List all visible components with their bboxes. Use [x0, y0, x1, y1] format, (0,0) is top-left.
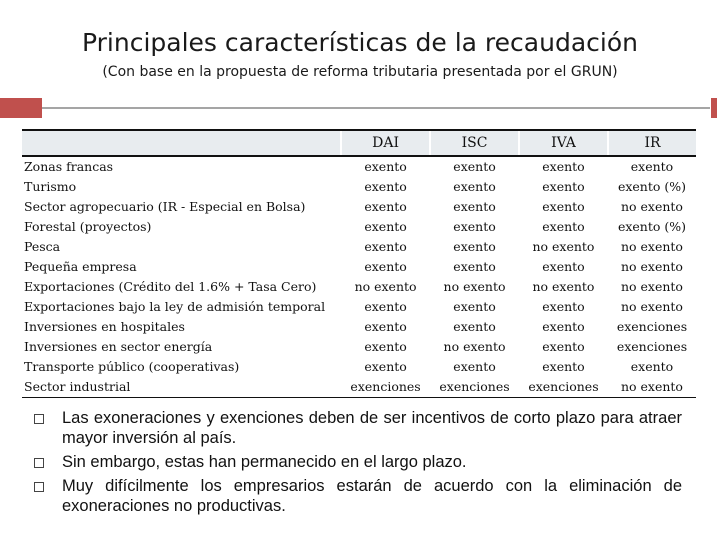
table-row: [22, 197, 696, 217]
cell-dai: exento: [364, 199, 407, 214]
cell-ir: no exento: [620, 199, 683, 214]
table-row: [22, 217, 696, 237]
table-row: [22, 337, 696, 357]
cell-dai: exento: [364, 259, 407, 274]
table-row: [22, 257, 696, 277]
cell-isc: exento: [453, 219, 496, 234]
cell-isc: exento: [453, 319, 496, 334]
row-sector: Exportaciones (Crédito del 1.6% + Tasa Cero): [24, 279, 317, 294]
square-bullet-icon: [34, 458, 44, 468]
divider-line: [42, 107, 710, 109]
accent-block: [0, 98, 42, 118]
cell-isc: exento: [453, 159, 496, 174]
cell-isc: no exento: [443, 339, 506, 354]
cell-ir: exenciones: [616, 319, 688, 334]
cell-iva: no exento: [532, 239, 595, 254]
row-sector: Exportaciones bajo la ley de admisión temporal: [24, 299, 326, 314]
cell-iva: exento: [542, 199, 585, 214]
table-row: [22, 357, 696, 377]
page-title: Principales características de la recaudación: [82, 28, 638, 57]
cell-iva: exento: [542, 299, 585, 314]
cell-dai: exento: [364, 219, 407, 234]
row-sector: Zonas francas: [24, 159, 114, 174]
cell-dai: exento: [364, 339, 407, 354]
row-sector: Inversiones en hospitales: [24, 319, 185, 334]
cell-isc: exento: [453, 239, 496, 254]
cell-isc: no exento: [443, 279, 506, 294]
square-bullet-icon: [34, 414, 44, 424]
cell-dai: no exento: [354, 279, 417, 294]
cell-ir: exenciones: [616, 339, 688, 354]
cell-ir: no exento: [620, 299, 683, 314]
cell-iva: exento: [542, 359, 585, 374]
cell-ir: no exento: [608, 377, 696, 398]
table-row: [22, 277, 696, 297]
cell-ir: exento: [630, 359, 674, 374]
table-row: [22, 156, 696, 177]
bullet-list: [34, 408, 684, 520]
page-subtitle: (Con base en la propuesta de reforma tributaria presentada por el GRUN): [102, 64, 618, 80]
cell-iva: exento: [542, 319, 585, 334]
row-sector: Sector industrial: [22, 377, 341, 398]
cell-isc: exento: [453, 299, 496, 314]
cell-iva: exenciones: [519, 377, 608, 398]
bullet-text: Sin embargo, estas han permanecido en el largo plazo.: [62, 453, 467, 471]
cell-iva: exento: [542, 259, 585, 274]
cell-ir: no exento: [620, 279, 683, 294]
table-row: [22, 177, 696, 197]
table-row: [22, 237, 696, 257]
row-sector: Sector agropecuario (IR - Especial en Bolsa): [24, 199, 306, 214]
cell-iva: exento: [542, 339, 585, 354]
cell-iva: no exento: [532, 279, 595, 294]
cell-dai: exento: [364, 179, 407, 194]
row-sector: Pesca: [24, 239, 61, 254]
row-sector: Pequeña empresa: [24, 259, 137, 274]
bullet-text: Muy difícilmente los empresarios estarán de acuerdo con la eliminación de exoneraciones no productivas.: [62, 477, 682, 515]
header-sector: [22, 130, 341, 156]
accent-bar: [711, 98, 717, 118]
tax-exemptions-table: [22, 129, 696, 398]
cell-dai: exento: [364, 319, 407, 334]
cell-dai: exento: [364, 239, 407, 254]
cell-ir: exento (%): [617, 179, 686, 194]
cell-isc: exento: [453, 259, 496, 274]
cell-dai: exento: [364, 159, 407, 174]
bullet-text: Las exoneraciones y exenciones deben de ser incentivos de corto plazo para atraer mayor inversión al país.: [62, 409, 682, 447]
table-header-row: [22, 130, 696, 156]
bullet-item: [34, 476, 684, 516]
cell-dai: exenciones: [341, 377, 430, 398]
cell-ir: no exento: [620, 239, 683, 254]
cell-isc: exento: [453, 179, 496, 194]
cell-iva: exento: [542, 179, 585, 194]
table-row: [22, 377, 696, 398]
row-sector: Transporte público (cooperativas): [24, 359, 240, 374]
row-sector: Forestal (proyectos): [24, 219, 152, 234]
bullet-item: [34, 408, 684, 448]
cell-isc: exento: [453, 359, 496, 374]
cell-iva: exento: [542, 219, 585, 234]
bullet-item: [34, 452, 684, 472]
cell-ir: exento: [630, 159, 674, 174]
row-sector: Inversiones en sector energía: [24, 339, 213, 354]
table-row: [22, 317, 696, 337]
cell-ir: no exento: [620, 259, 683, 274]
row-sector: Turismo: [24, 179, 77, 194]
header-ir: IR: [608, 130, 696, 156]
cell-dai: exento: [364, 299, 407, 314]
cell-dai: exento: [364, 359, 407, 374]
header-dai: DAI: [341, 130, 430, 156]
cell-isc: exento: [453, 199, 496, 214]
cell-ir: exento (%): [617, 219, 686, 234]
square-bullet-icon: [34, 482, 44, 492]
cell-isc: exenciones: [430, 377, 519, 398]
header-iva: IVA: [519, 130, 608, 156]
cell-iva: exento: [542, 159, 585, 174]
header-isc: ISC: [430, 130, 519, 156]
table-row: [22, 297, 696, 317]
